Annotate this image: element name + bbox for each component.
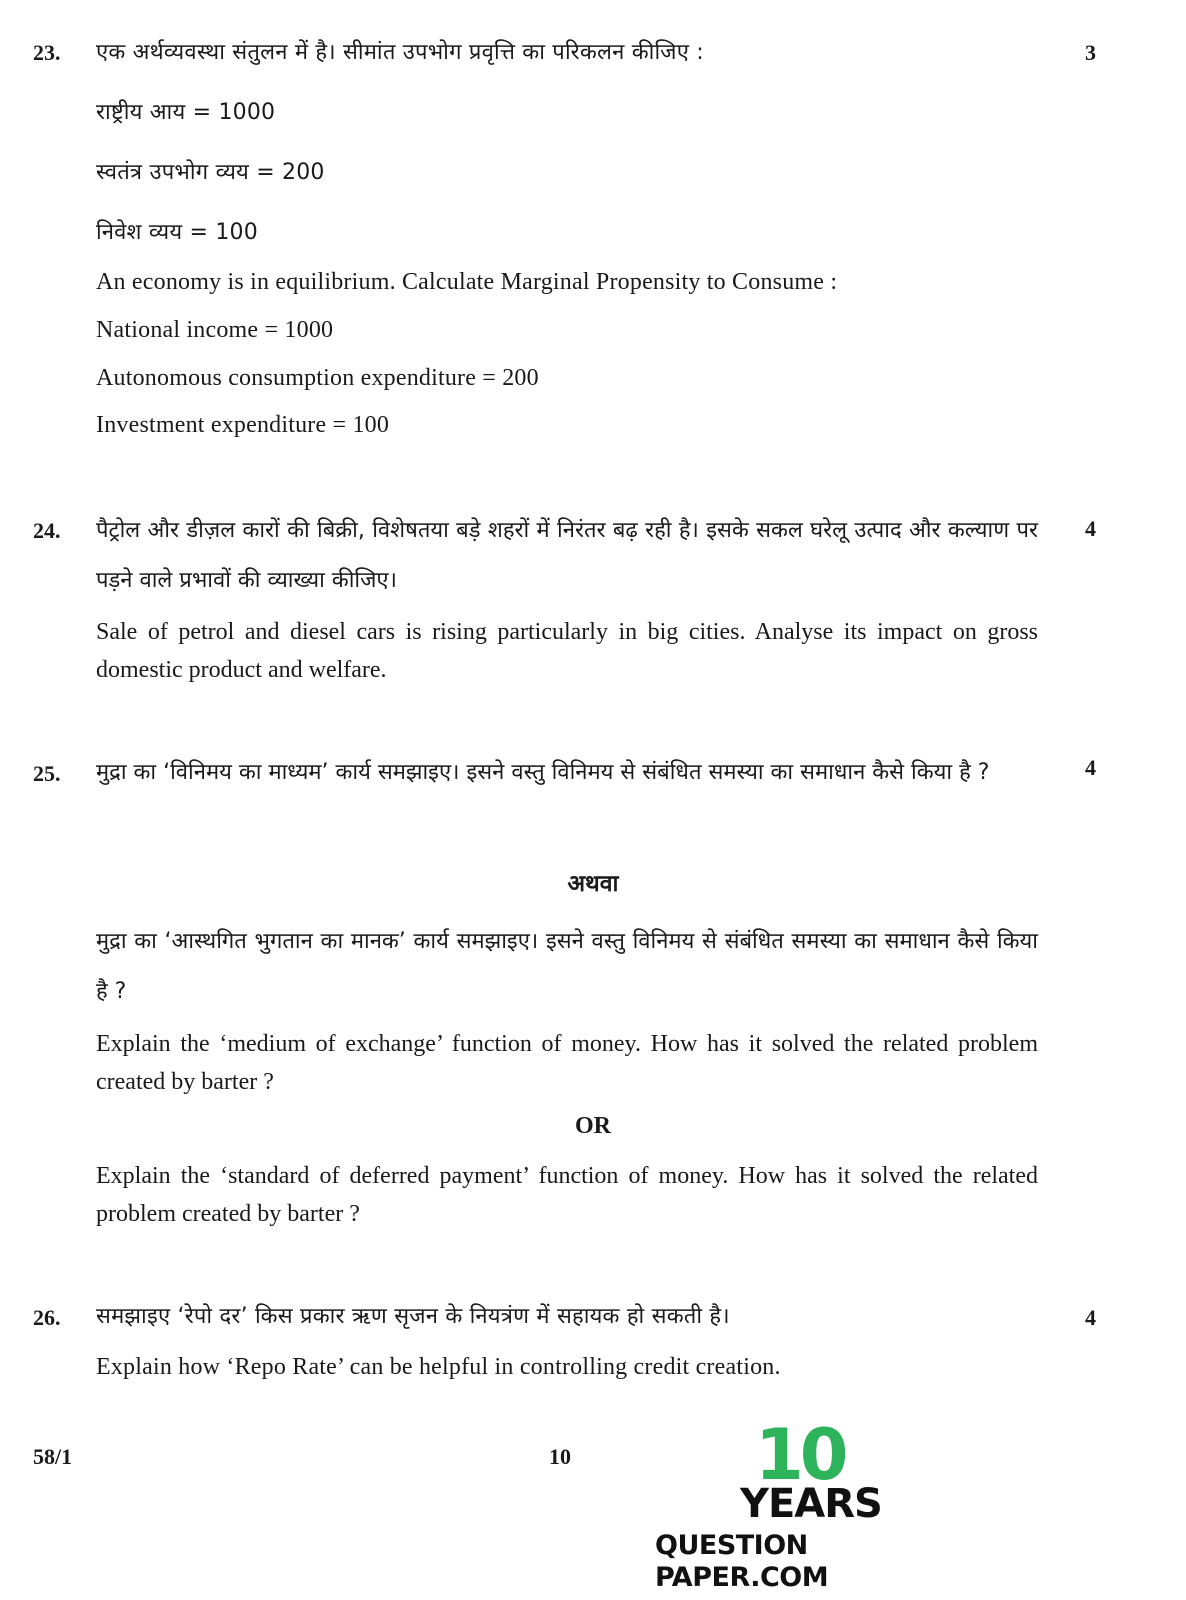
logo-site-name: QUESTION PAPER.COM (655, 1530, 829, 1593)
q25-english-option-b: Explain the ‘standard of deferred payment’ function of money. How has it solved the related problem created by barter ? (96, 1163, 1038, 1227)
q25-hindi-option-b: मुद्रा का ‘आस्थगित भुगतान का मानक’ कार्य समझाइए। इसने वस्तु विनिमय से संबंधित समस्या का समाधान कैसे किया है ? (96, 929, 1038, 1004)
q23-english-prompt: An economy is in equilibrium. Calculate Marginal Propensity to Consume : (96, 269, 838, 295)
q25-hindi-option-a: मुद्रा का ‘विनिमय का माध्यम’ कार्य समझाइए। इसने वस्तु विनिमय से संबंधित समस्या का समाधान कैसे किया है ? (96, 760, 990, 785)
q23-hindi-line2: स्वतंत्र उपभोग व्यय = 200 (96, 160, 325, 185)
q26-hindi-text: समझाइए ‘रेपो दर’ किस प्रकार ऋण सृजन के नियत्रंण में सहायक हो सकती है। (96, 1304, 730, 1329)
q23-english-line2: Autonomous consumption expenditure = 200 (96, 365, 539, 391)
question-number-23: 23. (33, 40, 61, 65)
logo-number: 10 (755, 1414, 845, 1496)
q23-hindi-line1: राष्ट्रीय आय = 1000 (96, 100, 276, 125)
q23-english-line3: Investment expenditure = 100 (96, 412, 390, 438)
q24-english-text: Sale of petrol and diesel cars is rising particularly in big cities. Analyse its impact on gross domestic product and welfare. (96, 619, 1038, 683)
question-number-25: 25. (33, 761, 61, 786)
marks-25: 4 (1085, 755, 1096, 780)
question-number-24: 24. (33, 518, 61, 543)
q23-hindi-prompt: एक अर्थव्यवस्था संतुलन में है। सीमांत उपभोग प्रवृत्ति का परिकलन कीजिए : (96, 40, 704, 65)
q25-english-option-a: Explain the ‘medium of exchange’ function of money. How has it solved the related problem created by barter ? (96, 1031, 1038, 1095)
marks-24: 4 (1085, 516, 1096, 541)
or-english-divider: OR (575, 1113, 611, 1139)
question-number-26: 26. (33, 1305, 61, 1330)
paper-code: 58/1 (33, 1444, 73, 1469)
q23-hindi-line3: निवेश व्यय = 100 (96, 220, 258, 245)
marks-23: 3 (1085, 40, 1096, 65)
page-number: 10 (549, 1444, 571, 1469)
q26-english-text: Explain how ‘Repo Rate’ can be helpful in controlling credit creation. (96, 1354, 781, 1380)
q24-hindi-text: पैट्रोल और डीज़ल कारों की बिक्री, विशेषतया बड़े शहरों में निरंतर बढ़ रही है। इसके सकल घरेलू उत्पाद और कल्याण पर पड़ने वाले प्रभावों की व्याख्या कीजिए। (96, 518, 1038, 593)
site-logo (650, 1414, 970, 1593)
logo-years: YEARS (740, 1481, 882, 1527)
q23-english-line1: National income = 1000 (96, 317, 334, 343)
or-hindi-divider: अथवा (567, 871, 619, 897)
marks-26: 4 (1085, 1305, 1096, 1330)
